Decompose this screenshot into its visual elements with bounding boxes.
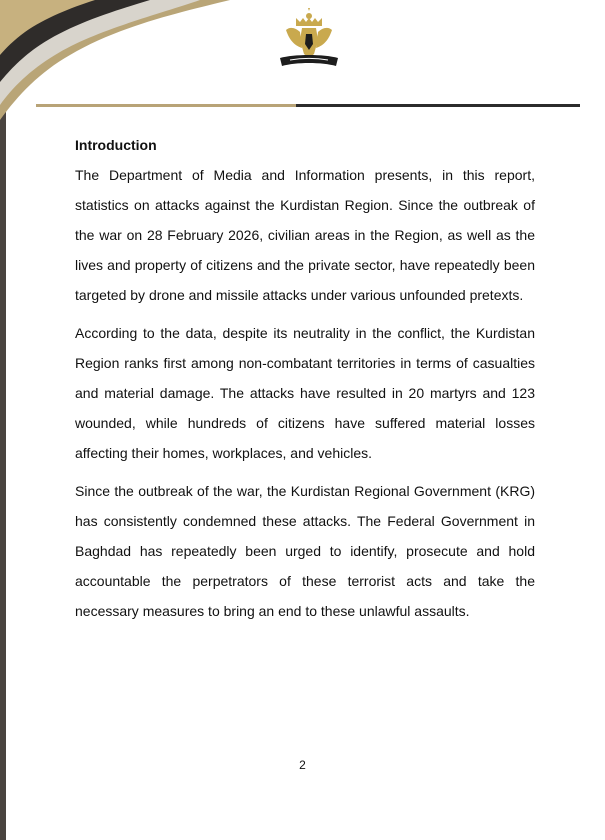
header-rule-dark <box>296 104 580 107</box>
report-body <box>75 134 535 634</box>
corner-swoosh-decoration <box>0 0 230 120</box>
header-rule-gold <box>36 104 296 107</box>
kurdistan-emblem-icon <box>276 8 342 74</box>
section-heading: Introduction <box>75 137 157 153</box>
paragraph-casualties: According to the data, despite its neutrality in the conflict, the Kurdistan Region ranks first among non-combatant territories in terms of casualties and material damage. The attacks have resulted in 20 martyrs and 123 wounded, while hundreds of citizens have suffered material losses affecting their homes, workplaces, and vehicles. <box>75 325 535 461</box>
paragraph-intro: The Department of Media and Information presents, in this report, statistics on attacks against the Kurdistan Region. Since the outbreak of the war on 28 February 2026, civilian areas in the Region, as well as the lives and property of citizens and the private sector, have repeatedly been targeted by drone and missile attacks under various unfounded pretexts. <box>75 167 535 303</box>
paragraph-krg-response: Since the outbreak of the war, the Kurdistan Regional Government (KRG) has consistently condemned these attacks. The Federal Government in Baghdad has repeatedly been urged to identify, prosecute and hold accountable the perpetrators of these terrorist acts and take the necessary measures to bring an end to these unlawful assaults. <box>75 483 535 619</box>
page-number: 2 <box>299 758 306 772</box>
page-edge-bar <box>0 0 6 840</box>
